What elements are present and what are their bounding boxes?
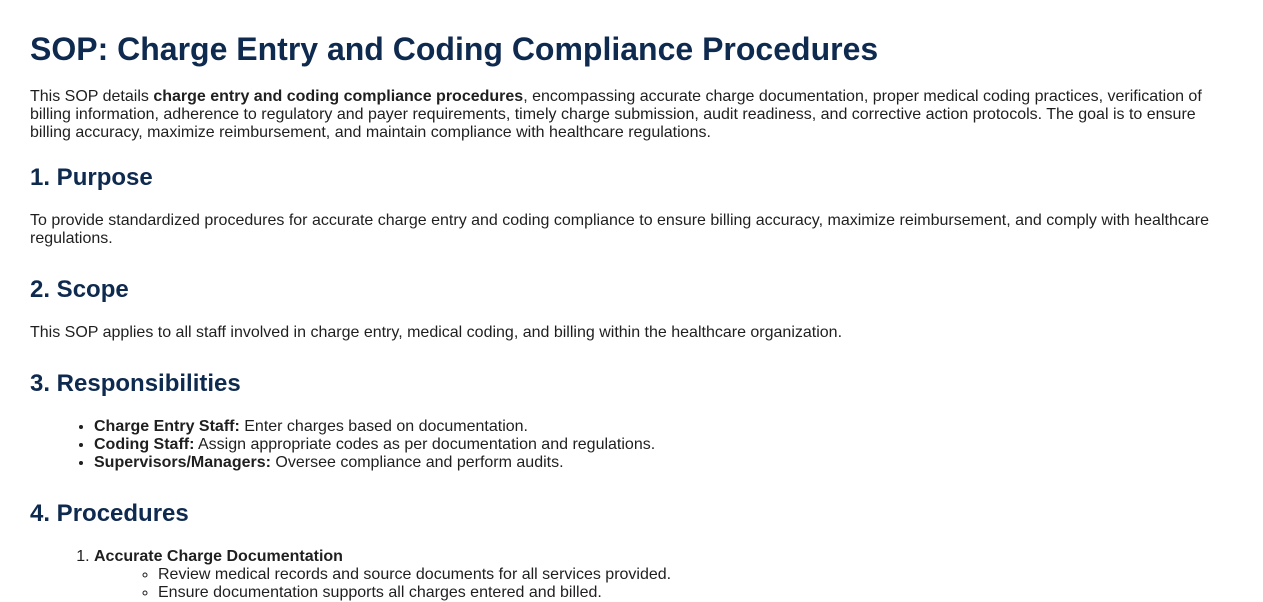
role-label: Charge Entry Staff: bbox=[94, 418, 240, 435]
list-item-coding-staff bbox=[94, 436, 1233, 454]
purpose-text: To provide standardized procedures for accurate charge entry and coding compliance to ensure billing accuracy, maximize reimbursement, and comply with healthcare regulations. bbox=[30, 212, 1209, 247]
procedure-step-title: Accurate Charge Documentation bbox=[94, 548, 343, 565]
role-description: Oversee compliance and perform audits. bbox=[270, 454, 564, 471]
role-label: Coding Staff: bbox=[94, 436, 195, 453]
procedures-heading: 4. Procedures bbox=[30, 500, 189, 527]
procedure-substeps bbox=[94, 566, 1233, 602]
role-description: Assign appropriate codes as per documentation and regulations. bbox=[194, 436, 656, 453]
responsibilities-heading: 3. Responsibilities bbox=[30, 370, 241, 397]
intro-paragraph bbox=[30, 88, 1233, 142]
scope-heading: 2. Scope bbox=[30, 276, 129, 303]
page-title: SOP: Charge Entry and Coding Compliance Procedures bbox=[30, 31, 879, 67]
scope-text: This SOP applies to all staff involved in charge entry, medical coding, and billing within the healthcare organization. bbox=[30, 324, 843, 341]
role-description: Enter charges based on documentation. bbox=[239, 418, 528, 435]
intro-text-after: , encompassing accurate charge documentation, proper medical coding practices, verification of billing information, adherence to regulatory and payer requirements, timely charge submission, audit readiness, and corrective action protocols. The goal is to ensure billing accuracy, maximize reimbursement, and maintain compliance with healthcare regulations. bbox=[30, 88, 1202, 141]
list-item: ◦ Ensure documentation supports all charges entered and billed. bbox=[158, 584, 1233, 602]
role-label: Supervisors/Managers: bbox=[94, 454, 271, 471]
responsibilities-list bbox=[30, 418, 1233, 472]
list-item-charge-entry-staff bbox=[94, 418, 1233, 436]
purpose-heading: 1. Purpose bbox=[30, 164, 153, 191]
list-item-supervisors-managers bbox=[94, 454, 1233, 472]
intro-text-bold: charge entry and coding compliance procedures bbox=[153, 88, 524, 105]
intro-text-before: This SOP details bbox=[30, 88, 154, 105]
list-item: ◦ Review medical records and source documents for all services provided. bbox=[158, 566, 1233, 584]
